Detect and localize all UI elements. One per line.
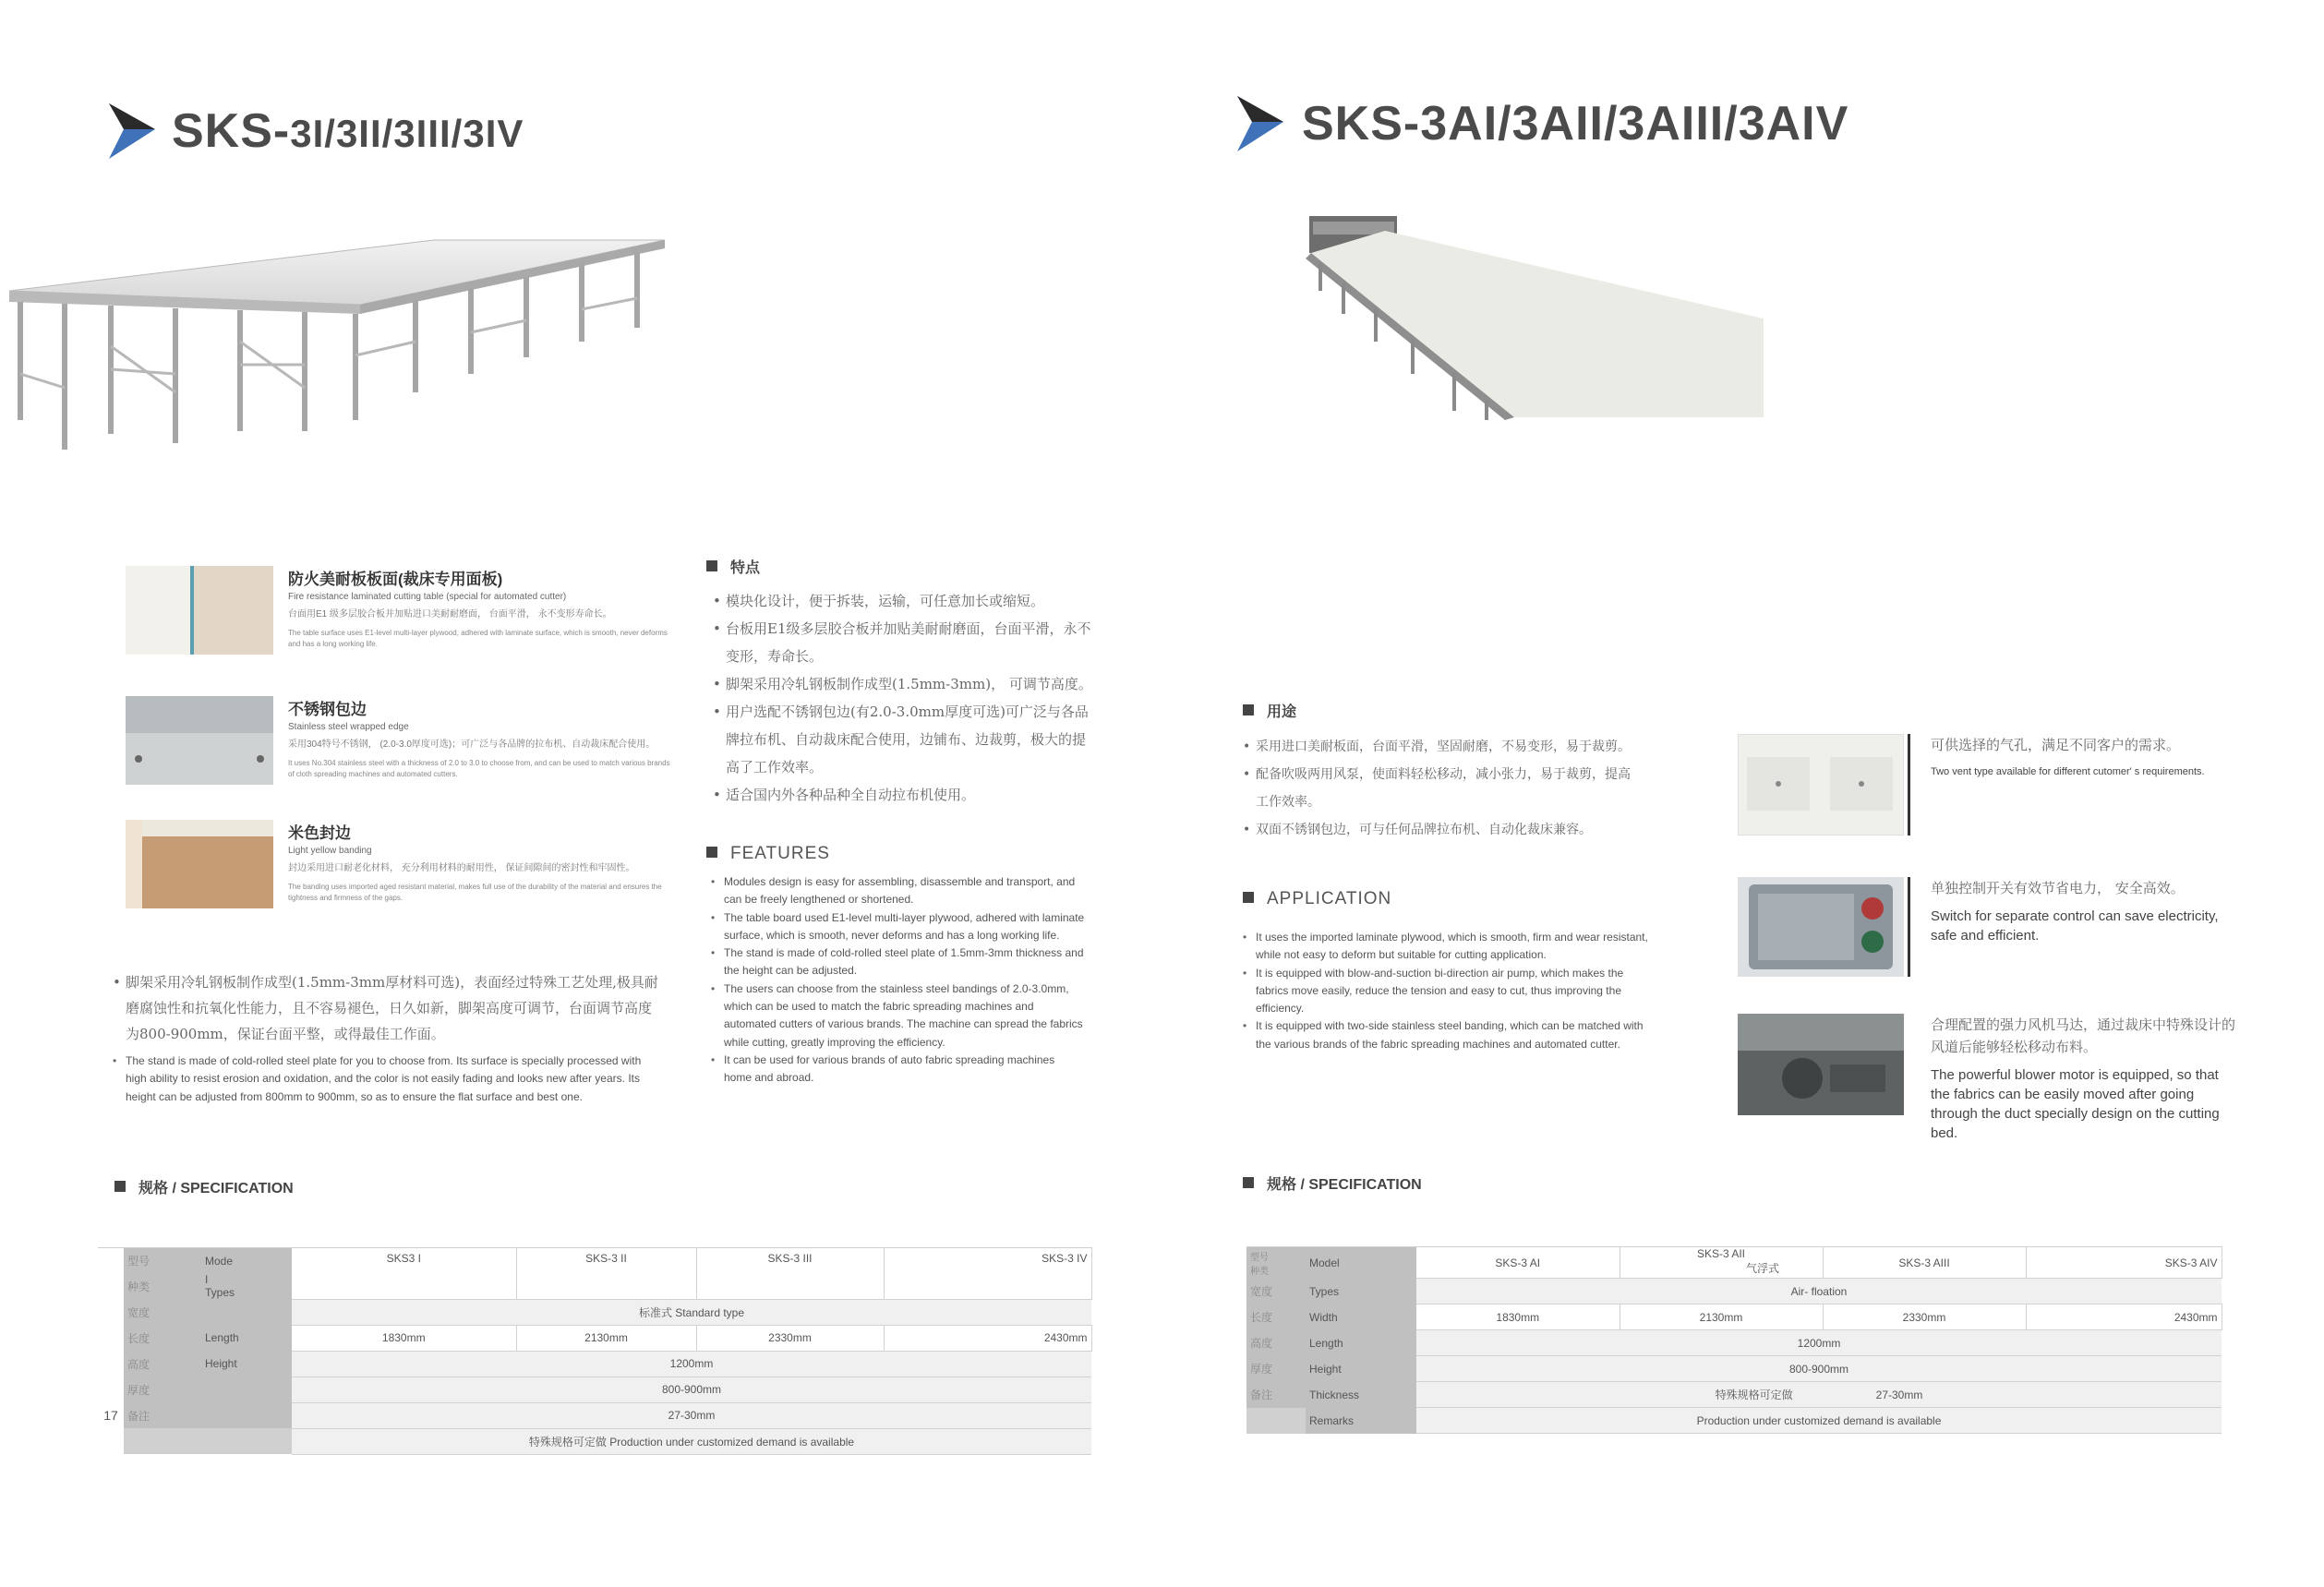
cutting-table-image bbox=[9, 235, 669, 457]
spec-length: 1200mm bbox=[1416, 1330, 2222, 1356]
list-item: • 用户选配不锈钢包边(有2.0-3.0mm厚度可选)可广泛与各品牌拉布机、自动裁床配合使用，边铺布、边裁剪，极大的提高了工作效率。 bbox=[713, 698, 1099, 781]
material-title: 米色封边 bbox=[288, 824, 351, 842]
spec-width: 2430mm bbox=[884, 1325, 1091, 1351]
spec-label-en: Width bbox=[1306, 1304, 1416, 1330]
material-item bbox=[126, 696, 676, 785]
material-subtitle: Light yellow banding bbox=[288, 846, 372, 856]
air-flotation-table-image bbox=[1302, 212, 1764, 420]
material-desc-en: It uses No.304 stainless steel with a thickness of 2.0 to 3.0 to choose from, and can be used to match various brands of cloth spreading machines and automated cutters. bbox=[288, 759, 670, 778]
spec-label-cn: 厚度 bbox=[124, 1377, 201, 1402]
spec-label-cn: 高度 bbox=[1246, 1330, 1306, 1356]
material-subtitle: Stainless steel wrapped edge bbox=[288, 722, 409, 732]
laminate-surface-image bbox=[126, 566, 273, 655]
spec-label-cn: 备注 bbox=[1246, 1382, 1306, 1408]
steel-edge-image bbox=[126, 696, 273, 785]
spec-remarks: 特殊规格可定做 Production under customized demand is available bbox=[292, 1428, 1091, 1454]
title-suffix: 3AI/3AII/3AIII/3AIV bbox=[1420, 97, 1849, 150]
spec-type-value: 标准式 Standard type bbox=[292, 1299, 1091, 1325]
spec-label-en: Height bbox=[201, 1351, 292, 1377]
spec-label-cn: 备注 bbox=[124, 1402, 201, 1428]
application-en-list bbox=[1243, 929, 1658, 1053]
title-prefix: SKS- bbox=[172, 104, 291, 158]
title-arrow-icon bbox=[109, 103, 155, 159]
spec-label-cn: 种类 bbox=[124, 1273, 201, 1299]
material-title: 防火美耐板板面(裁床专用面板) bbox=[288, 571, 503, 588]
spec-thickness: 特殊规格可定做 27-30mm bbox=[1416, 1382, 2222, 1408]
spec-width: 1830mm bbox=[1416, 1304, 1620, 1330]
feature-item bbox=[1738, 734, 2236, 836]
material-item bbox=[126, 820, 676, 908]
features-cn-list bbox=[713, 587, 1099, 809]
title-prefix: SKS- bbox=[1302, 97, 1421, 150]
left-spec-heading: 规格 / SPECIFICATION bbox=[114, 1176, 294, 1197]
feature-en: Two vent type available for different cutomer' s requirements. bbox=[1931, 766, 2205, 777]
spec-model: SKS-3 AIV bbox=[2026, 1247, 2222, 1279]
right-spec-table bbox=[1246, 1246, 2222, 1434]
usage-heading: 用途 bbox=[1243, 700, 1296, 721]
features-cn-heading: 特点 bbox=[706, 556, 760, 577]
list-item: • 模块化设计，便于拆装，运输，可任意加长或缩短。 bbox=[713, 587, 1099, 615]
vent-holes-image bbox=[1738, 734, 1904, 836]
square-bullet-icon bbox=[114, 1181, 126, 1192]
type-tag: 气浮式 bbox=[1745, 1262, 1779, 1275]
list-item: • 适合国内外各种品种全自动拉布机使用。 bbox=[713, 781, 1099, 809]
list-item: • It can be used for various brands of auto fabric spreading machines home and abroad. bbox=[711, 1052, 1085, 1088]
spec-label-en: Height bbox=[1306, 1356, 1416, 1382]
spec-label-en: Types bbox=[1306, 1279, 1416, 1304]
spec-label-en: Model bbox=[1306, 1247, 1416, 1279]
page-number: 17 bbox=[98, 1402, 124, 1428]
spec-model: SKS-3 III bbox=[696, 1248, 884, 1300]
left-page-title bbox=[172, 103, 524, 159]
spec-label-cn: 型号 bbox=[124, 1248, 201, 1274]
material-desc-cn: 台面用E1 级多层胶合板并加贴进口美耐耐磨面， 台面平滑， 永不变形寿命长。 bbox=[288, 609, 612, 619]
title-arrow-icon bbox=[1237, 96, 1283, 151]
control-switch-image bbox=[1738, 877, 1904, 977]
spec-label-cn: 长度 bbox=[1246, 1304, 1306, 1330]
spec-label-en: Mode bbox=[201, 1248, 292, 1274]
spec-label-cn: 型号 种类 bbox=[1246, 1247, 1306, 1279]
square-bullet-icon bbox=[706, 560, 717, 571]
spec-label-en: I Types bbox=[201, 1273, 292, 1299]
material-desc-en: The banding uses imported aged resistant material, makes full use of the durability of the material and ensures the tightness and firmness of the gaps. bbox=[288, 883, 662, 902]
right-spec-heading: 规格 / SPECIFICATION bbox=[1243, 1172, 1422, 1194]
stand-description bbox=[113, 969, 662, 1106]
list-item: • The users can choose from the stainless steel bandings of 2.0-3.0mm, which can be used to match the fabric spreading machines and automated cutters of various brands. The machine can spread the fabrics while cutting, greatly improving the efficiency. bbox=[711, 980, 1085, 1052]
list-item: • 脚架采用冷轧钢板制作成型(1.5mm-3mm)， 可调节高度。 bbox=[713, 670, 1099, 698]
material-subtitle: Fire resistance laminated cutting table (special for automated cutter) bbox=[288, 592, 567, 602]
spec-label-en: Remarks bbox=[1306, 1408, 1416, 1434]
square-bullet-icon bbox=[1243, 1177, 1254, 1188]
spec-label-cn: 厚度 bbox=[1246, 1356, 1306, 1382]
list-item: • 双面不锈钢包边，可与任何品牌拉布机、自动化裁床兼容。 bbox=[1243, 816, 1640, 844]
spec-label-cn: 高度 bbox=[124, 1351, 201, 1377]
list-item: • 台板用E1级多层胶合板并加贴美耐耐磨面，台面平滑，永不变形，寿命长。 bbox=[713, 615, 1099, 670]
spec-label-en: Length bbox=[1306, 1330, 1416, 1356]
right-page-title bbox=[1302, 96, 1848, 151]
feature-item bbox=[1738, 1014, 2236, 1143]
spec-width: 1830mm bbox=[292, 1325, 516, 1351]
list-item: • 配备吹吸两用风泵，使面料轻松移动，减小张力，易于裁剪，提高工作效率。 bbox=[1243, 761, 1640, 816]
list-item: • The table board used E1-level multi-layer plywood, adhered with laminate surface, which is smooth, never deforms and has a long working life. bbox=[711, 909, 1085, 945]
spec-length: 1200mm bbox=[292, 1351, 1091, 1377]
stand-desc-en: • The stand is made of cold-rolled steel plate for you to choose from. Its surface is specially processed with high ability to resist erosion and oxidation, and the color is not easily fading and looks new after years. Its height can be adjusted from 800mm to 900mm, so as to ensure the flat surface and best one. bbox=[113, 1052, 662, 1106]
spec-label-cn: 宽度 bbox=[1246, 1279, 1306, 1304]
list-item: • It is equipped with blow-and-suction bi-direction air pump, which makes the fabrics move easily, reduce the tension and easy to cut, thus improving the efficiency. bbox=[1243, 965, 1658, 1018]
spec-type-value: Air- floation bbox=[1416, 1279, 2222, 1304]
list-item: • It uses the imported laminate plywood, which is smooth, firm and wear resistant, while not easy to deform but suitable for cutting application. bbox=[1243, 929, 1658, 965]
spec-thickness: 27-30mm bbox=[292, 1402, 1091, 1428]
spec-label-cn: 长度 bbox=[124, 1325, 201, 1351]
feature-cn: 合理配置的强力风机马达，通过裁床中特殊设计的风道后能够轻松移动布料。 bbox=[1931, 1016, 2236, 1055]
feature-cn: 可供选择的气孔，满足不同客户的需求。 bbox=[1931, 737, 2181, 753]
left-spec-table bbox=[98, 1247, 1092, 1455]
material-desc-cn: 封边采用进口耐老化材料， 充分利用材料的耐用性， 保证间隙间的密封性和牢固性。 bbox=[288, 863, 635, 873]
features-en-list bbox=[711, 873, 1085, 1088]
square-bullet-icon bbox=[706, 847, 717, 858]
spec-label-en: Thickness bbox=[1306, 1382, 1416, 1408]
material-title: 不锈钢包边 bbox=[288, 701, 367, 718]
material-list bbox=[126, 566, 676, 908]
square-bullet-icon bbox=[1243, 704, 1254, 715]
spec-label-cn: 宽度 bbox=[124, 1299, 201, 1325]
title-suffix: 3I/3II/3III/3IV bbox=[290, 112, 524, 155]
spec-model: SKS-3 AI bbox=[1416, 1247, 1620, 1279]
list-item: • It is equipped with two-side stainless steel banding, which can be matched with the various brands of the fabric spreading machines and automated cutter. bbox=[1243, 1017, 1658, 1053]
spec-width: 2330mm bbox=[696, 1325, 884, 1351]
spec-width: 2130mm bbox=[1620, 1304, 1823, 1330]
spec-width: 2430mm bbox=[2026, 1304, 2222, 1330]
list-item: • 采用进口美耐板面，台面平滑，坚固耐磨，不易变形，易于裁剪。 bbox=[1243, 733, 1640, 761]
list-item: • Modules design is easy for assembling, disassemble and transport, and can be freely lengthened or shortened. bbox=[711, 873, 1085, 909]
stand-desc-cn: • 脚架采用冷轧钢板制作成型(1.5mm-3mm厚材料可选)，表面经过特殊工艺处理,极具耐磨腐蚀性和抗氧化性能力，且不容易褪色，日久如新，脚架高度可调节，台面调节高度为800-900mm，保证台面平整，或得最佳工作面。 bbox=[113, 969, 662, 1047]
spec-height: 800-900mm bbox=[1416, 1356, 2222, 1382]
material-desc-en: The table surface uses E1-level multi-layer plywood, adhered with laminate surface, which is smooth, never deforms and has a long working life. bbox=[288, 629, 668, 648]
material-desc-cn: 采用304特号不锈钢， (2.0-3.0厚度可选)；可广泛与各品牌的拉布机、自动裁床配合使用。 bbox=[288, 739, 656, 750]
feature-en: The powerful blower motor is equipped, so that the fabrics can be easily moved after going through the duct specially design on the cutting bed. bbox=[1931, 1067, 2220, 1141]
spec-model: SKS3 I bbox=[292, 1248, 516, 1300]
spec-width: 2130mm bbox=[516, 1325, 696, 1351]
application-heading: APPLICATION bbox=[1243, 889, 1391, 909]
right-feature-list bbox=[1738, 734, 2236, 1143]
square-bullet-icon bbox=[1243, 892, 1254, 903]
feature-en: Switch for separate control can save electricity, safe and efficient. bbox=[1931, 908, 2219, 944]
spec-label-en: Length bbox=[201, 1325, 292, 1351]
spec-model: SKS-3 IV bbox=[884, 1248, 1091, 1300]
spec-height: 800-900mm bbox=[292, 1377, 1091, 1402]
blower-motor-image bbox=[1738, 1014, 1904, 1115]
list-item: • The stand is made of cold-rolled steel plate of 1.5mm-3mm thickness and the height can be adjusted. bbox=[711, 944, 1085, 980]
feature-cn: 单独控制开关有效节省电力， 安全高效。 bbox=[1931, 880, 2185, 896]
usage-cn-list bbox=[1243, 733, 1640, 844]
material-item bbox=[126, 566, 676, 655]
features-en-heading: FEATURES bbox=[706, 844, 830, 864]
spec-remarks: Production under customized demand is available bbox=[1416, 1408, 2222, 1434]
feature-item bbox=[1738, 877, 2236, 977]
spec-model: SKS-3 AIII bbox=[1823, 1247, 2026, 1279]
spec-width: 2330mm bbox=[1823, 1304, 2026, 1330]
spec-model: SKS-3 II bbox=[516, 1248, 696, 1300]
banding-image bbox=[126, 820, 273, 908]
spec-model: SKS-3 AII 气浮式 bbox=[1620, 1247, 1823, 1279]
